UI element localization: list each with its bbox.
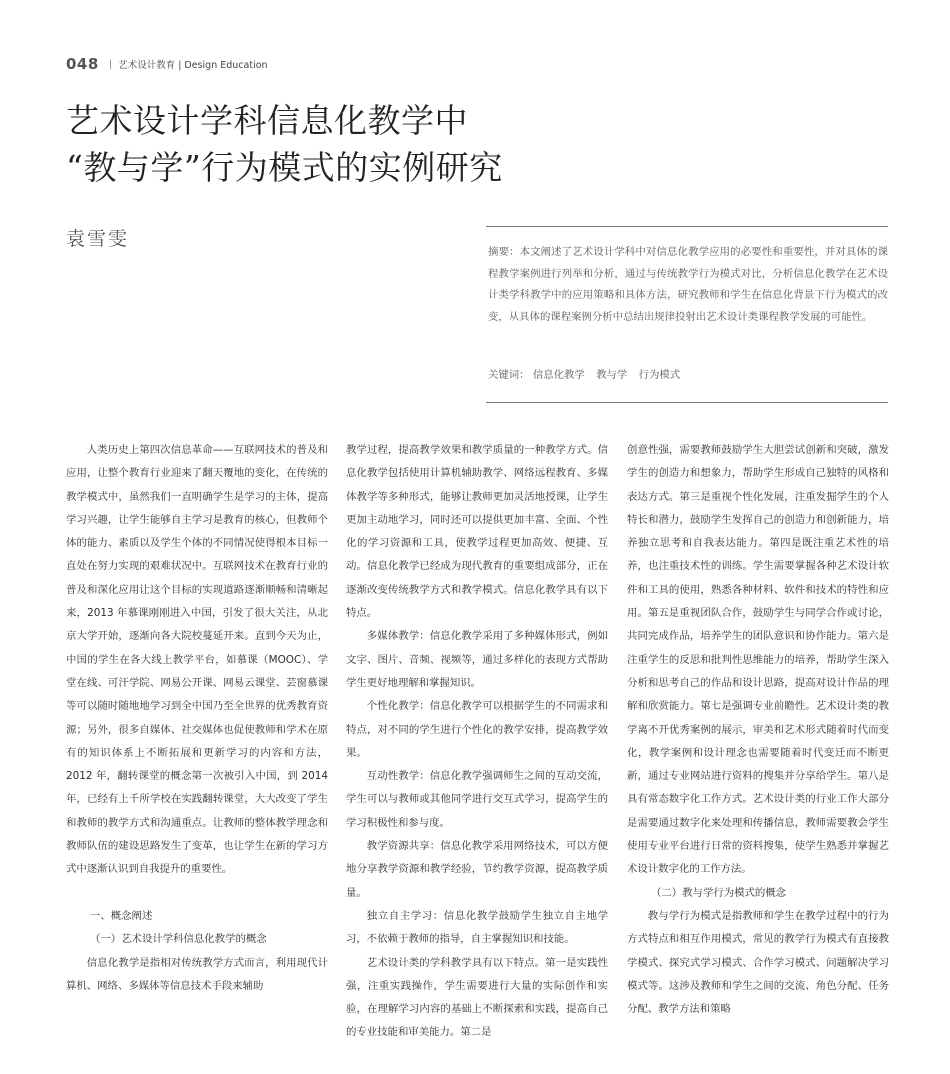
running-head-text: 艺术设计教育 | Design Education <box>118 60 268 71</box>
abstract-bottom-rule <box>486 402 888 403</box>
paragraph: 独立自主学习：信息化教学鼓励学生独立自主地学习，不依赖于教师的指导，自主掌握知识和技能。 <box>346 909 608 946</box>
article-title <box>66 97 503 191</box>
body-column-3 <box>627 439 889 1021</box>
body-column-2 <box>346 439 608 1045</box>
paragraph: 创意性强，需要教师鼓励学生大胆尝试创新和突破，激发学生的创造力和想象力，帮助学生形成自己独特的风格和表达方式。第三是重视个性化发展，注重发掘学生的个人特长和潜力，鼓励学生发挥自己的创造力和创新能力，培养独立思考和自我表达能力。第四是既注重艺术性的培养，也注重技术性的训练。学生需要掌握各种艺术设计软件和工具的使用，熟悉各种材料、软件和技术的特性和应用。第五是重视团队合作，鼓励学生与同学合作或讨论，共同完成作品，培养学生的团队意识和协作能力。第六是注重学生的反思和批判性思维能力的培养，帮助学生深入分析和思考自己的作品和设计思路，提高对设计作品的理解和欣赏能力。第七是强调专业前瞻性。艺术设计类的教学离不开优秀案例的展示，审美和艺术形式随着时代而变化，教学案例和设计理念也需要随着时代变迁而不断更新，通过专业网站进行资料的搜集并分享给学生。第八是具有常态数字化工作方式。艺术设计类的行业工作大部分是需要通过数字化来处理和传播信息，教师需要教会学生使用专业平台进行日常的资料搜集，使学生熟悉并掌握艺术设计数字化的工作方法。 <box>627 444 889 876</box>
paragraph: 人类历史上第四次信息革命——互联网技术的普及和应用，让整个教育行业迎来了翻天覆地的变化，在传统的教学模式中，虽然我们一直明确学生是学习的主体，提高学习兴趣，让学生能够自主学习是教育的核心，但教师个体的能力、素质以及学生个体的不同情况使得根本目标一直处在努力实现的艰难状况中。互联网技术在教育行业的普及和深化应用让这个目标的实现道路逐渐顺畅和清晰起来，2013 年慕课刚刚进入中国，引发了很大关注，从北京大学开始，逐渐向各大院校蔓延开来。直到今天为止，中国的学生在各大线上教学平台，如慕课（MOOC）、学堂在线、可汗学院、网易公开课、网易云课堂、芸窗慕课等可以随时随地地学习到全中国乃至全世界的优秀教育资源；另外，很多自媒体、社交媒体也促使教师和学术在原有的知识体系上不断拓展和更新学习的内容和方法，2012 年，翻转课堂的概念第一次被引入中国，到 2014 年，已经有上千所学校在实践翻转课堂，大大改变了学生和教师的教学方式和沟通重点。让教师的整体教学理念和教师队伍的建设思路发生了变革，也让学生在新的学习方式中逐渐认识到自我提升的重要性。 <box>66 444 328 876</box>
paragraph: 信息化教学是指相对传统教学方式而言，利用现代计算机、网络、多媒体等信息技术手段来辅助 <box>66 956 328 992</box>
subsection-heading: （二）教与学行为模式的概念 <box>651 886 787 899</box>
abstract-top-rule <box>486 226 888 227</box>
abstract: 摘要：本文阐述了艺术设计学科中对信息化教学应用的必要性和重要性，并对具体的课程教学案例进行列举和分析，通过与传统教学行为模式对比，分析信息化教学在艺术设计类学科教学中的应用策略和具体方法，研究教师和学生在信息化背景下行为模式的改变，从具体的课程案例分析中总结出规律投射出艺术设计类课程教学发展的可能性。 <box>488 246 888 323</box>
paragraph: 艺术设计类的学科教学具有以下特点。第一是实践性强，注重实践操作，学生需要进行大量的实际创作和实验，在理解学习内容的基础上不断探索和实践，提高自己的专业技能和审美能力。第二是 <box>346 956 608 1039</box>
header-divider: | <box>108 58 113 70</box>
body-column-1 <box>66 439 328 998</box>
keywords-label: 关键词： <box>488 369 530 381</box>
keyword: 行为模式 <box>638 369 681 381</box>
paragraph: 教与学行为模式是指教师和学生在教学过程中的行为方式特点和相互作用模式，常见的教学行为模式有直接教学模式、探究式学习模式、合作学习模式、问题解决学习模式等。这涉及教师和学生之间的交流、角色分配、任务分配、教学方法和策略 <box>627 909 889 1016</box>
subsection-heading: （一）艺术设计学科信息化教学的概念 <box>90 933 267 946</box>
title-line-1: 艺术设计学科信息化教学中 <box>66 101 468 140</box>
paragraph: 教学资源共享：信息化教学采用网络技术，可以方便地分享教学资源和教学经验，节约教学资源，提高教学质量。 <box>346 840 608 899</box>
title-line-2: “教与学”行为模式的实例研究 <box>66 148 503 187</box>
author-name: 袁雪雯 <box>66 228 130 250</box>
paragraph: 个性化教学：信息化教学可以根据学生的不同需求和特点，对不同的学生进行个性化的教学安排，提高教学效果。 <box>346 700 608 759</box>
keywords <box>488 366 888 381</box>
running-header <box>66 54 268 74</box>
section-heading: 一、概念阐述 <box>90 909 153 922</box>
keyword: 信息化教学 <box>532 369 585 381</box>
keyword: 教与学 <box>596 369 628 381</box>
paragraph: 互动性教学：信息化教学强调师生之间的互动交流，学生可以与教师或其他同学进行交互式学习，提高学生的学习积极性和参与度。 <box>346 770 608 829</box>
paragraph: 教学过程，提高教学效果和教学质量的一种教学方式。信息化教学包括使用计算机辅助教学、网络远程教育、多媒体教学等多种形式，能够让教师更加灵活地授课，让学生更加主动地学习，同时还可以提供更加丰富、全面、个性化的学习资源和工具，使教学过程更加高效、便捷、互动。信息化教学已经成为现代教育的重要组成部分，正在逐渐改变传统教学方式和教学模式。信息化教学具有以下特点。 <box>346 444 608 620</box>
paragraph: 多媒体教学：信息化教学采用了多种媒体形式，例如文字、图片、音频、视频等，通过多样化的表现方式帮助学生更好地理解和掌握知识。 <box>346 630 608 689</box>
page-number: 048 <box>66 55 99 73</box>
